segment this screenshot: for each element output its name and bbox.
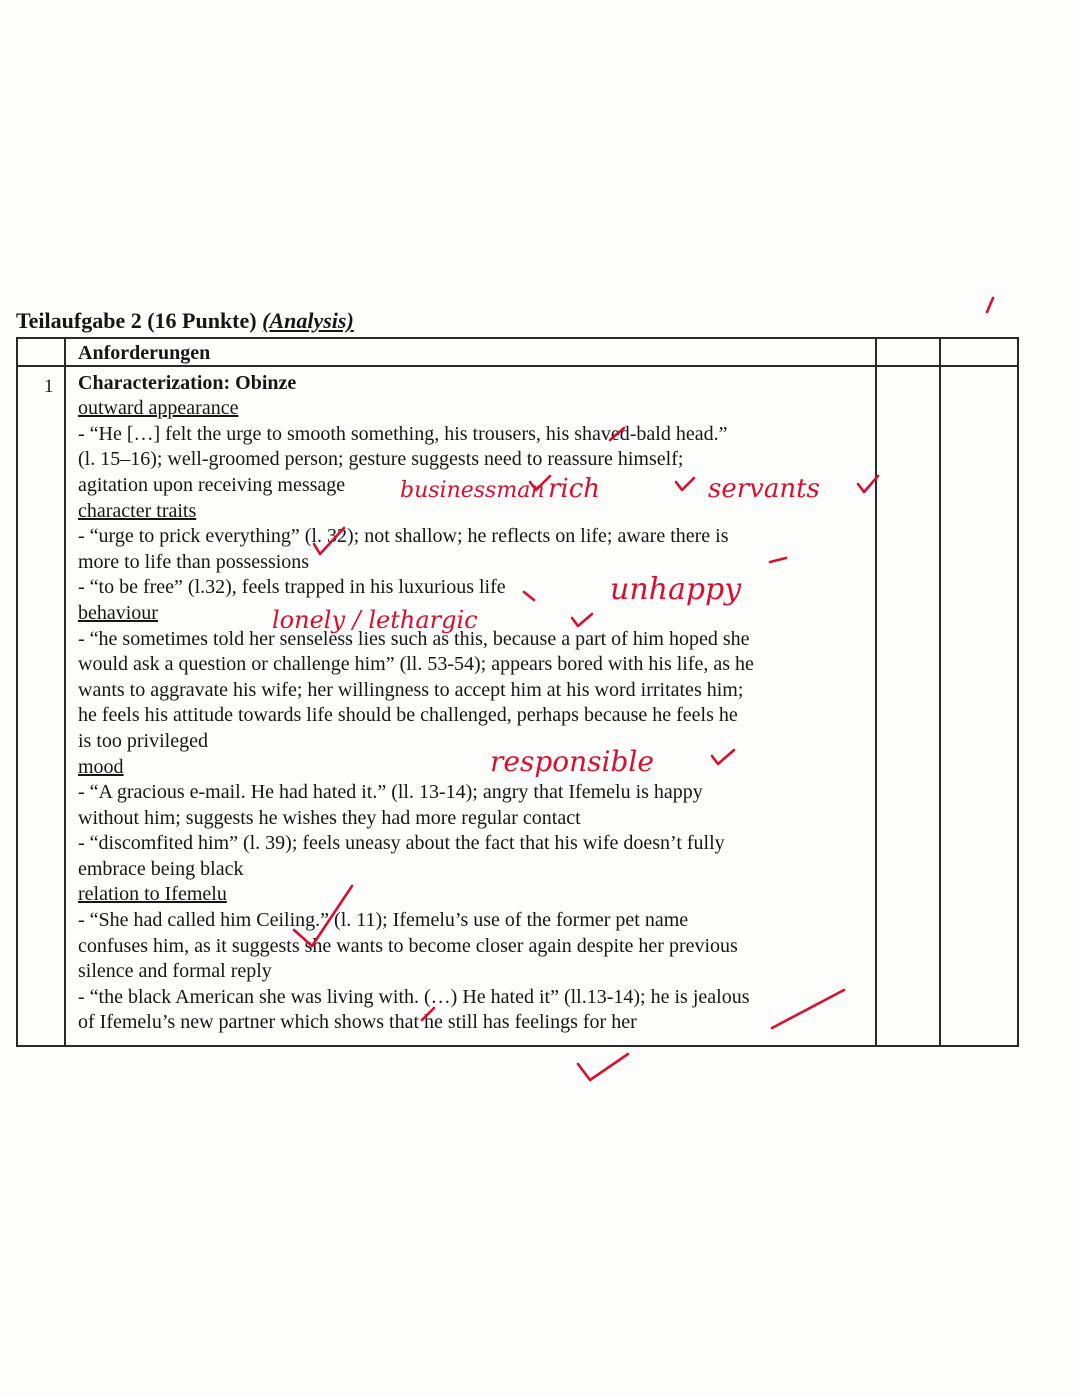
text-line: - “She had called him Ceiling.” (l. 11); Ifemelu’s use of the former pet name	[78, 909, 689, 932]
annotation-servants: servants	[708, 474, 820, 504]
section-behaviour: behaviour	[78, 601, 158, 624]
requirements-cell	[78, 341, 866, 1036]
table-divider-score-2	[939, 339, 941, 1045]
task-heading-text: Teilaufgabe 2 (16 Punkte)	[16, 308, 263, 333]
requirements-table	[16, 337, 1019, 1047]
check-mark-icon	[987, 298, 993, 312]
text-line: confuses him, as it suggests she wants to become closer again despite her previous	[78, 934, 738, 957]
text-line: silence and formal reply	[78, 960, 272, 983]
text-line: - “he sometimes told her senseless lies such as this, because a part of him hoped she	[78, 627, 750, 650]
text-line: more to life than possessions	[78, 550, 310, 573]
text-line: - “A gracious e-mail. He had hated it.” (ll. 13-14); angry that Ifemelu is happy	[78, 781, 703, 804]
text-line: agitation upon receiving message	[78, 473, 346, 496]
text-line: he feels his attitude towards life should be challenged, perhaps because he feels he	[78, 704, 738, 727]
section-mood: mood	[78, 755, 124, 778]
table-header: Anforderungen	[78, 342, 211, 364]
annotation-rich: rich	[548, 474, 601, 504]
check-mark-icon	[578, 1054, 628, 1080]
text-line: is too privileged	[78, 729, 208, 752]
section-character-traits: character traits	[78, 499, 197, 522]
row-number: 1	[44, 376, 54, 397]
row-title: Characterization: Obinze	[78, 371, 297, 394]
table-divider-score-1	[875, 339, 877, 1045]
text-line: - “the black American she was living with. (…) He hated it” (ll.13-14); he is jealous	[78, 985, 750, 1008]
task-heading-type: (Analysis)	[262, 308, 354, 333]
text-line: wants to aggravate his wife; her willingness to accept him at his word irritates him;	[78, 678, 744, 701]
task-heading	[16, 308, 354, 334]
text-line: (l. 15–16); well-groomed person; gesture suggests need to reassure himself;	[78, 448, 684, 471]
text-line: of Ifemelu’s new partner which shows that he still has feelings for her	[78, 1011, 637, 1034]
text-line: would ask a question or challenge him” (ll. 53-54); appears bored with his life, as he	[78, 653, 754, 676]
annotation-unhappy: unhappy	[610, 572, 742, 607]
annotation-businessman: businessman	[400, 478, 545, 503]
section-outward-appearance: outward appearance	[78, 397, 239, 420]
text-line: - “He […] felt the urge to smooth something, his trousers, his shaved-bald head.”	[78, 422, 728, 445]
text-line: embrace being black	[78, 857, 244, 880]
annotation-lonely: lonely / lethargic	[272, 606, 478, 634]
table-divider-number	[64, 339, 66, 1045]
text-line: without him; suggests he wishes they had more regular contact	[78, 806, 581, 829]
annotation-responsible: responsible	[490, 745, 654, 778]
text-line: - “to be free” (l.32), feels trapped in his luxurious life	[78, 576, 506, 599]
text-line: - “discomfited him” (l. 39); feels uneasy about the fact that his wife doesn’t fully	[78, 832, 725, 855]
text-line: - “urge to prick everything” (l. 32); not shallow; he reflects on life; aware there is	[78, 525, 729, 548]
section-relation-to-ifemelu: relation to Ifemelu	[78, 883, 227, 906]
